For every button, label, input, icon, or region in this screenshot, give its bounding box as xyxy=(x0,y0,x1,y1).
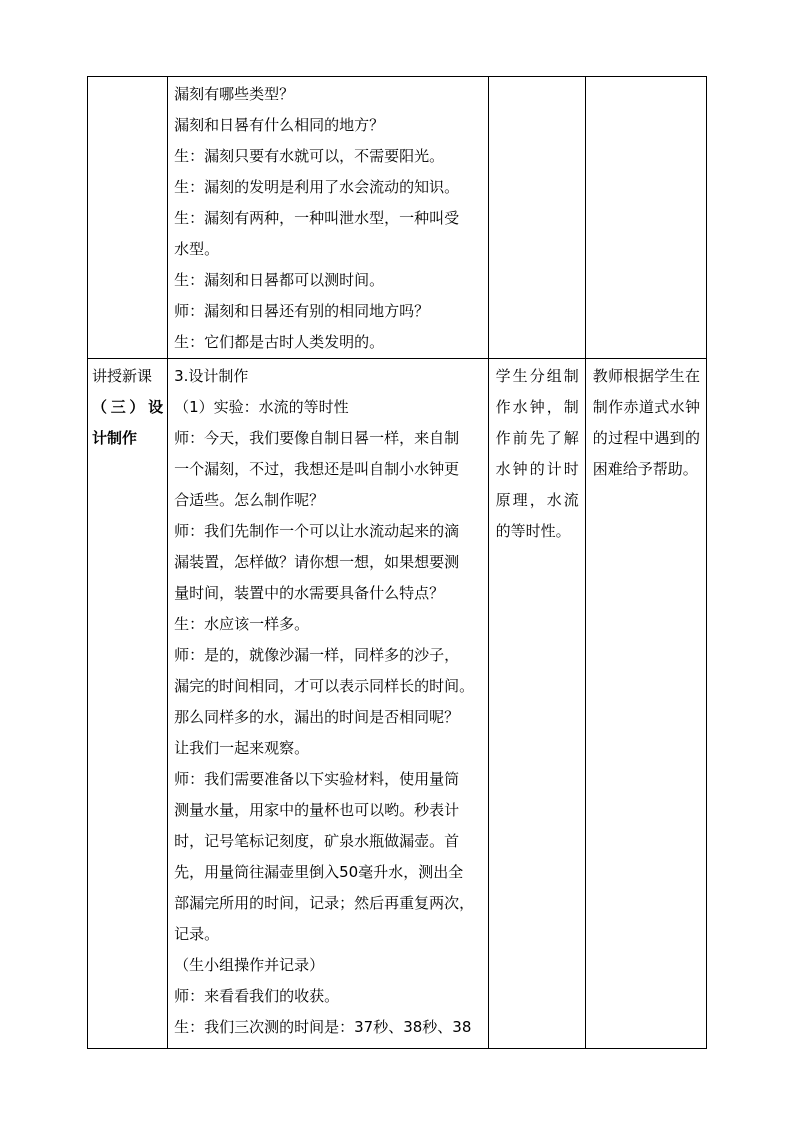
content-line: 生：漏刻和日晷都可以测时间。 xyxy=(174,271,385,289)
section-title: 讲授新课 xyxy=(92,367,153,385)
teaching-content-lines xyxy=(168,359,488,1043)
content-line: 一个漏刻，不过，我想还是叫自制小水钟更 xyxy=(174,460,460,478)
content-line: 师：是的，就像沙漏一样，同样多的沙子， xyxy=(174,646,460,664)
content-line: 漏完的时间相同，才可以表示同样长的时间。 xyxy=(174,677,475,695)
teaching-content-cell xyxy=(168,77,489,359)
content-line: （1）实验：水流的等时性 xyxy=(174,398,349,416)
lesson-plan-table xyxy=(87,76,707,1049)
content-line: 量时间，装置中的水需要具备什么特点？ xyxy=(174,584,445,602)
student-activity-cell xyxy=(488,359,585,1049)
content-line: 师：我们需要准备以下实验材料，使用量筒 xyxy=(174,770,460,788)
content-line: 让我们一起来观察。 xyxy=(174,739,310,757)
student-activity-cell xyxy=(488,77,585,359)
content-line: 生：漏刻只要有水就可以，不需要阳光。 xyxy=(174,147,445,165)
teaching-content-cell xyxy=(168,359,489,1049)
content-line: 先，用量筒往漏壶里倒入50毫升水，测出全 xyxy=(174,863,464,881)
content-line: 漏刻有哪些类型？ xyxy=(174,85,295,103)
content-line: （生小组操作并记录） xyxy=(174,956,325,974)
design-intent-cell xyxy=(585,77,706,359)
content-line: 合适些。怎么制作呢？ xyxy=(174,491,325,509)
content-line: 漏刻和日晷有什么相同的地方？ xyxy=(174,116,385,134)
teaching-content-lines xyxy=(168,77,488,358)
section-cell-empty xyxy=(88,77,168,359)
content-line: 师：漏刻和日晷还有别的相同地方吗？ xyxy=(174,302,430,320)
content-line: 师：我们先制作一个可以让水流动起来的滴 xyxy=(174,522,460,540)
content-line: 那么同样多的水，漏出的时间是否相同呢？ xyxy=(174,708,460,726)
design-intent-text xyxy=(586,77,706,79)
student-activity-text xyxy=(489,77,585,79)
content-line: 生：漏刻的发明是利用了水会流动的知识。 xyxy=(174,178,460,196)
table-row-continuation xyxy=(88,77,707,359)
content-line: 师：今天，我们要像自制日晷一样，来自制 xyxy=(174,429,460,447)
content-line: 师：来看看我们的收获。 xyxy=(174,987,340,1005)
section-label xyxy=(88,359,167,454)
design-intent-text: 教师根据学生在制作赤道式水钟的过程中遇到的困难给予帮助。 xyxy=(592,367,700,478)
table-row-new-lesson xyxy=(88,359,707,1049)
content-line: 生：漏刻有两种，一种叫泄水型，一种叫受 xyxy=(174,209,460,227)
content-line: 时，记号笔标记刻度，矿泉水瓶做漏壶。首 xyxy=(174,832,460,850)
content-line: 3.设计制作 xyxy=(174,367,249,385)
content-line: 记录。 xyxy=(174,925,220,943)
content-line: 漏装置，怎样做？请你想一想，如果想要测 xyxy=(174,553,460,571)
content-line: 生：它们都是古时人类发明的。 xyxy=(174,333,385,351)
student-activity-text: 学生分组制作水钟，制作前先了解水钟的计时原理，水流的等时性。 xyxy=(495,367,579,540)
content-line: 生：我们三次测的时间是：37秒、38秒、38 xyxy=(174,1018,472,1036)
content-line: 测量水量，用家中的量杯也可以哟。秒表计 xyxy=(174,801,460,819)
section-cell xyxy=(88,359,168,1049)
section-subtitle: （三）设计制作 xyxy=(92,398,164,447)
content-line: 水型。 xyxy=(174,240,220,258)
content-line: 部漏完所用的时间，记录；然后再重复两次， xyxy=(174,894,475,912)
content-line: 生：水应该一样多。 xyxy=(174,615,310,633)
design-intent-cell xyxy=(585,359,706,1049)
